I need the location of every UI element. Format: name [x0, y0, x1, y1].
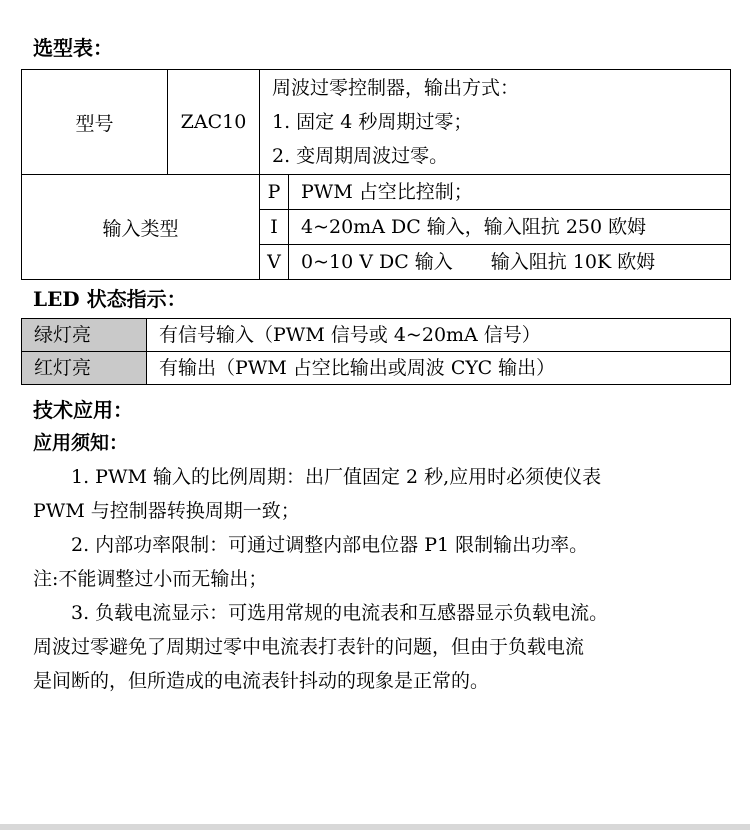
note-line: 是间断的，但所造成的电流表针抖动的现象是正常的。: [33, 670, 490, 692]
note-line: 注:不能调整过小而无输出；: [33, 568, 268, 590]
led-description: 有信号输入（PWM 信号或 4~20mA 信号）: [147, 319, 731, 352]
input-code: I: [260, 210, 289, 245]
model-description: [260, 70, 731, 175]
led-heading: LED 状态指示：: [33, 287, 187, 311]
led-description: 有输出（PWM 占空比输出或周波 CYC 输出）: [147, 352, 731, 385]
selection-table: [21, 69, 731, 280]
led-name: 红灯亮: [22, 352, 147, 385]
tech-subheading: 应用须知：: [33, 432, 129, 454]
model-label: 型号: [22, 70, 168, 175]
input-description: 0~10 V DC 输入 输入阻抗 10K 欧姆: [289, 245, 731, 280]
model-row: [22, 70, 731, 175]
note-line: 2. 内部功率限制：可通过调整内部电位器 P1 限制输出功率。: [33, 534, 589, 556]
tech-heading: 技术应用：: [33, 398, 133, 422]
note-line: 3. 负载电流显示：可选用常规的电流表和互感器显示负载电流。: [33, 602, 609, 624]
input-description: 4~20mA DC 输入，输入阻抗 250 欧姆: [289, 210, 731, 245]
note-line: PWM 与控制器转换周期一致；: [33, 500, 300, 522]
model-desc-line: 1. 固定 4 秒周期过零；: [272, 111, 473, 133]
input-code: P: [260, 175, 289, 210]
led-table: [21, 318, 731, 385]
led-row: [22, 319, 731, 352]
model-value: ZAC10: [168, 70, 260, 175]
note-line: 周波过零避免了周期过零中电流表打表针的问题，但由于负载电流: [33, 636, 585, 658]
input-row: [22, 175, 731, 210]
selection-heading: 选型表：: [33, 36, 113, 60]
input-description: PWM 占空比控制；: [289, 175, 731, 210]
model-desc-line: 周波过零控制器，输出方式：: [272, 77, 520, 99]
input-type-label: 输入类型: [22, 175, 260, 280]
bottom-divider: [0, 824, 750, 830]
led-name: 绿灯亮: [22, 319, 147, 352]
led-row: [22, 352, 731, 385]
tech-notes: [33, 460, 723, 698]
note-line: 1. PWM 输入的比例周期：出厂值固定 2 秒,应用时必须使仪表: [33, 466, 602, 488]
input-code: V: [260, 245, 289, 280]
model-desc-line: 2. 变周期周波过零。: [272, 145, 449, 167]
